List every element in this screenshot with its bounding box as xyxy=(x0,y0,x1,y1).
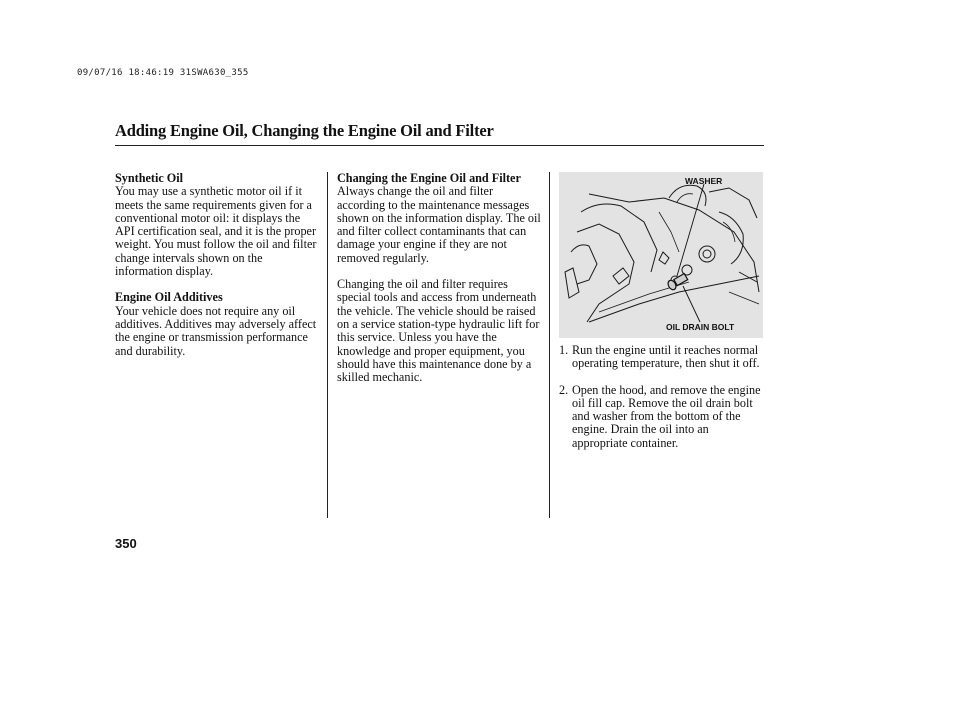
service-lift-text: Changing the oil and filter requires special tools and access from underneath the vehicle. The vehicle should be raised on a service station-type hydraulic lift for this service. Unless you have the knowledge and proper equipment, you should have this maintenance done by a skilled mechanic. xyxy=(337,277,540,385)
synthetic-oil-heading: Synthetic Oil xyxy=(115,171,184,185)
step-number: 2. xyxy=(559,382,569,397)
oil-drain-illustration xyxy=(559,172,763,338)
list-item xyxy=(559,384,765,450)
synthetic-oil-section xyxy=(115,172,320,278)
procedure-steps xyxy=(559,344,765,450)
step-number: 1. xyxy=(559,343,569,357)
engine-underside-drawing xyxy=(559,172,763,338)
step-text: Run the engine until it reaches normal operating temperature, then shut it off. xyxy=(572,343,760,371)
column-synthetic-oil xyxy=(115,172,320,371)
synthetic-oil-text: You may use a synthetic motor oil if it meets the same requirements given for a conventional motor oil: it displays the API certification seal, and it is the proper weight. You must follow the oil and filter change intervals shown on the information display. xyxy=(115,184,317,279)
changing-oil-heading: Changing the Engine Oil and Filter xyxy=(337,171,521,185)
washer-callout: WASHER xyxy=(685,176,723,186)
column-steps xyxy=(559,344,765,463)
print-timestamp: 09/07/16 18:46:19 31SWA630_355 xyxy=(77,68,249,78)
changing-oil-section xyxy=(337,172,544,265)
step-text: Open the hood, and remove the engine oil fill cap. Remove the oil drain bolt and washer from the bottom of the engine. Drain the oil into an appropriate container. xyxy=(572,382,761,450)
column-divider-right xyxy=(549,172,550,518)
page-number: 350 xyxy=(115,536,137,551)
column-divider-left xyxy=(327,172,328,518)
title-divider xyxy=(115,145,764,146)
column-changing-oil xyxy=(337,172,544,397)
page-title: Adding Engine Oil, Changing the Engine Oil and Filter xyxy=(115,121,494,140)
oil-drain-bolt-callout: OIL DRAIN BOLT xyxy=(666,322,735,332)
changing-oil-text: Always change the oil and filter according to the maintenance messages shown on the information display. The oil and filter collect contaminants that can damage your engine if they are not removed regularly. xyxy=(337,184,541,265)
oil-additives-heading: Engine Oil Additives xyxy=(115,290,223,305)
oil-additives-text: Your vehicle does not require any oil additives. Additives may adversely affect the engine or transmission performance and durability. xyxy=(115,303,317,358)
oil-additives-section xyxy=(115,291,320,357)
list-item xyxy=(559,344,765,371)
